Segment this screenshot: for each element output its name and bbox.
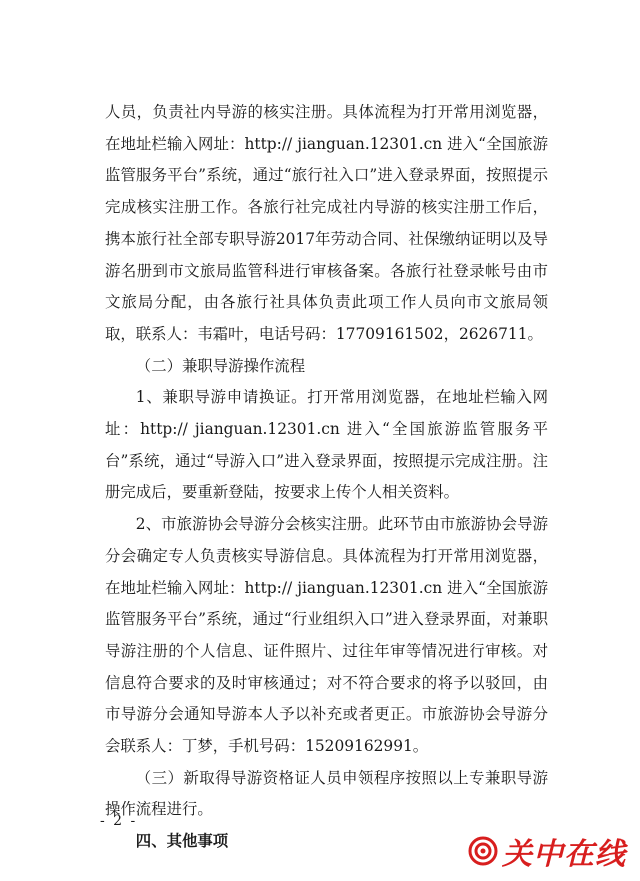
paragraph-association-verify: 2、市旅游协会导游分会核实注册。此环节由市旅游协会导游分会确定专人负责核实导游信息。具体流程为打开常用浏览器，在地址栏输入网址：http:// jianguan.12301.cn 进入“全国旅游监管服务平台”系统，通过“行业组织入口”进入登录界面，对兼职导游注册的个人信息、证件照片、过往年审等情况进行审核。对信息符合要求的及时审核通过；对不符合要求的将予以驳回，由市导游分会通知导游本人予以补充或者更正。市旅游协会导游分会联系人：丁梦，手机号码：15209162991。 <box>105 515 548 756</box>
paragraph-1: 人员，负责社内导游的核实注册。具体流程为打开常用浏览器，在地址栏输入网址：http:// jianguan.12301.cn 进入“全国旅游监管服务平台”系统，通过“旅行社入口”进入登录界面，按照提示完成核实注册工作。各旅行社完成社内导游的核实注册工作后，携本旅行社全部专职导游2017年劳动合同、社保缴纳证明以及导游名册到市文旅局监管科进行审核备案。各旅行社登录帐号由市文旅局分配，由各旅行社具体负责此项工作人员向市文旅局领取，联系人：韦霜叶，电话号码：17709161502，2626711。 <box>105 103 548 343</box>
paragraph-part-time-apply: 1、兼职导游申请换证。打开常用浏览器，在地址栏输入网址：http:// jianguan.12301.cn 进入“全国旅游监管服务平台”系统，通过“导游入口”进入登录界面，按照提示完成注册。注册完成后，要重新登陆，按要求上传个人相关资料。 <box>105 388 548 502</box>
watermark-text: 关中在线 <box>502 837 626 872</box>
page-number: - 2 - <box>100 813 138 829</box>
watermark <box>468 829 626 873</box>
target-logo-icon <box>468 836 498 866</box>
paragraph-new-certificate: （三）新取得导游资格证人员申领程序按照以上专兼职导游操作流程进行。 <box>105 768 548 819</box>
section-heading-other-matters: 四、其他事项 <box>135 832 229 851</box>
subheading-part-time-guide: （二）兼职导游操作流程 <box>135 356 306 375</box>
